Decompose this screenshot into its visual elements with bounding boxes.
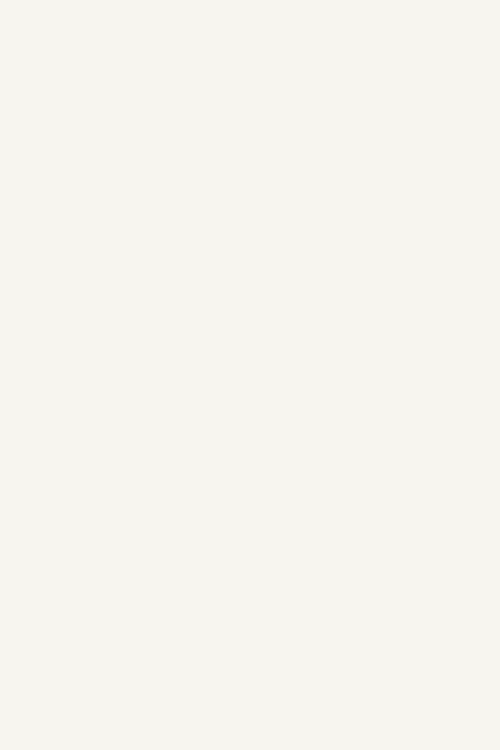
upper-text-block <box>14 22 486 340</box>
lower-text-block <box>14 378 486 730</box>
